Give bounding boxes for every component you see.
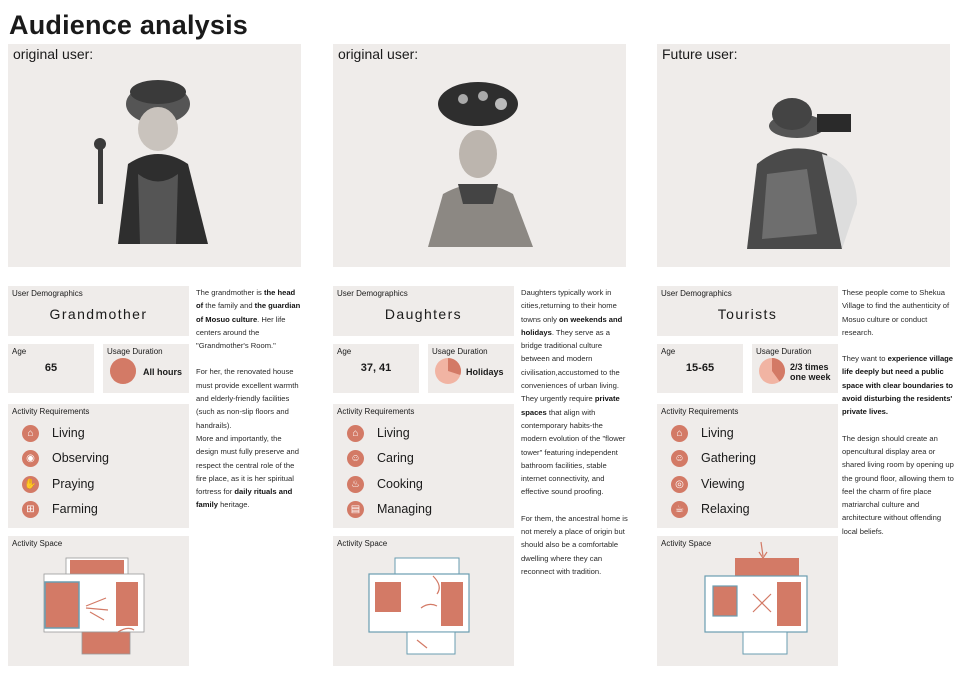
camera-icon: ◎ [671, 476, 688, 493]
age-label: Age [12, 347, 27, 356]
activity-space-box [8, 536, 189, 666]
desc-emphasis: experience village life deeply but need a public space with clear boundaries to avoid disturbing the residents' private lives. [842, 354, 954, 417]
description [196, 286, 304, 512]
demographics-label: User Demographics [337, 289, 408, 298]
activity-label-text: Observing [52, 451, 109, 465]
usage-pie [758, 357, 786, 385]
pot-icon: ♨ [347, 476, 364, 493]
desc-emphasis: the guardian of Mosuo culture [196, 301, 301, 324]
age-box [333, 344, 419, 393]
demographics-box [333, 286, 514, 336]
activity-label-text: Living [377, 426, 410, 440]
desc-text: The grandmother is [196, 288, 264, 297]
house-icon: ⌂ [671, 425, 688, 442]
age-value: 15-65 [685, 362, 715, 374]
user-name: Tourists [717, 306, 778, 322]
usage-box [752, 344, 838, 393]
usage-value: All hours [143, 367, 183, 377]
activity-label: Activity Requirements [337, 407, 415, 416]
description [842, 286, 954, 538]
demographics-label: User Demographics [12, 289, 83, 298]
house-icon: ⌂ [347, 425, 364, 442]
desc-emphasis: private spaces [521, 394, 620, 417]
desc-text: The design should create an opencultural display area or shared living room by opening up the ground floor, allowing them to feel the charm of fire place matriarchal culture and architecture without offending local beliefs. [842, 433, 954, 536]
user-column-daughters [333, 0, 633, 680]
desc-text: These people come to Shekua Village to find the authenticity of Mosuo culture or conduct research. [842, 288, 950, 337]
activity-label-text: Relaxing [701, 502, 750, 516]
user-column-grandmother [8, 0, 308, 680]
cup-icon: ☕ [671, 501, 688, 518]
demographics-label: User Demographics [661, 289, 732, 298]
activity-box [8, 404, 189, 528]
activity-label-text: Managing [377, 502, 432, 516]
usage-label: Usage Duration [756, 347, 812, 356]
photo-label: original user: [13, 46, 94, 62]
desc-emphasis: on weekends and holidays [521, 314, 623, 337]
age-value: 37, 41 [360, 362, 392, 374]
activity-label-text: Praying [52, 477, 95, 491]
age-value: 65 [44, 362, 58, 374]
clipboard-icon: ▤ [347, 501, 364, 518]
activity-label-text: Viewing [701, 477, 745, 491]
activity-label-text: Gathering [701, 451, 756, 465]
activity-space-label: Activity Space [337, 539, 388, 548]
user-name: Grandmother [49, 306, 148, 322]
usage-pie [109, 357, 137, 385]
eye-icon: ◉ [22, 450, 39, 467]
usage-box [428, 344, 514, 393]
usage-label: Usage Duration [107, 347, 163, 356]
activity-space-box [333, 536, 514, 666]
desc-text: They want to [842, 354, 888, 364]
desc-text: They urgently require [521, 394, 595, 404]
grandmother-photo [8, 44, 301, 267]
activity-box [657, 404, 838, 528]
house-icon: ⌂ [22, 425, 39, 442]
age-box [8, 344, 94, 393]
desc-text: . They serve as a bridge traditional culture between and modern civilisation,accustomed to the conveniences of urban living. [521, 327, 620, 391]
photo-panel [8, 44, 301, 267]
tourist-photo [657, 44, 950, 267]
photo-label: original user: [338, 46, 419, 62]
photo-panel [333, 44, 626, 267]
activity-label-text: Living [52, 426, 85, 440]
usage-value: 2/3 times one week [790, 362, 831, 382]
desc-text: . Her life centers around the "Grandmother's Room." [196, 314, 286, 351]
desc-text: heritage. [217, 500, 250, 510]
floor-plan-diagram [8, 536, 189, 666]
description [521, 286, 629, 578]
activity-space-label: Activity Space [12, 539, 63, 548]
floor-plan-diagram [333, 536, 514, 666]
prayer-hands-icon: ✋ [22, 476, 39, 493]
desc-text: For her, the renovated house must provide excellent warmth and elderly-friendly facilities (such as non-slip floors and handrails). [196, 367, 299, 430]
pie-slice [110, 358, 136, 384]
demographics-box [657, 286, 838, 336]
photo-panel [657, 44, 950, 267]
age-label: Age [337, 347, 352, 356]
people-icon: ☺ [671, 450, 688, 467]
user-name: Daughters [384, 306, 463, 322]
desc-emphasis: the head of [196, 288, 296, 311]
activity-label-text: Cooking [377, 477, 423, 491]
desc-text: For them, the ancestral home is not merely a place of origin but should also be a comfortable dwelling where they can reconnect with tradition. [521, 513, 628, 576]
usage-value: Holidays [466, 367, 504, 377]
activity-space-box [657, 536, 838, 666]
desc-emphasis: daily rituals and family [196, 487, 293, 510]
desc-text: Daughters typically work in cities,returning to their home towns only [521, 288, 617, 324]
daughter-photo [333, 44, 626, 267]
activity-label: Activity Requirements [661, 407, 739, 416]
desc-text: that align with contemporary habits-the modern evolution of the "flower tower" featuring independent bathroom facilities, stable internet connectivity, and effective sound proofing. [521, 407, 626, 497]
floor-plan-diagram [657, 536, 838, 666]
usage-label: Usage Duration [432, 347, 488, 356]
usage-pie [434, 357, 462, 385]
desc-text: the family and [203, 301, 255, 311]
activity-label-text: Caring [377, 451, 414, 465]
age-label: Age [661, 347, 676, 356]
cart-icon: ⊞ [22, 501, 39, 518]
people-icon: ☺ [347, 450, 364, 467]
activity-label: Activity Requirements [12, 407, 90, 416]
activity-space-label: Activity Space [661, 539, 712, 548]
photo-label: Future user: [662, 46, 738, 62]
usage-box [103, 344, 189, 393]
user-column-tourists [657, 0, 957, 680]
desc-text: More and importantly, the design must fully preserve and respect the central role of the fire place, as it is her spiritual fortress for [196, 433, 299, 497]
activity-label-text: Farming [52, 502, 98, 516]
demographics-box [8, 286, 189, 336]
activity-label-text: Living [701, 426, 734, 440]
page-title: Audience analysis [9, 10, 249, 40]
activity-box [333, 404, 514, 528]
age-box [657, 344, 743, 393]
